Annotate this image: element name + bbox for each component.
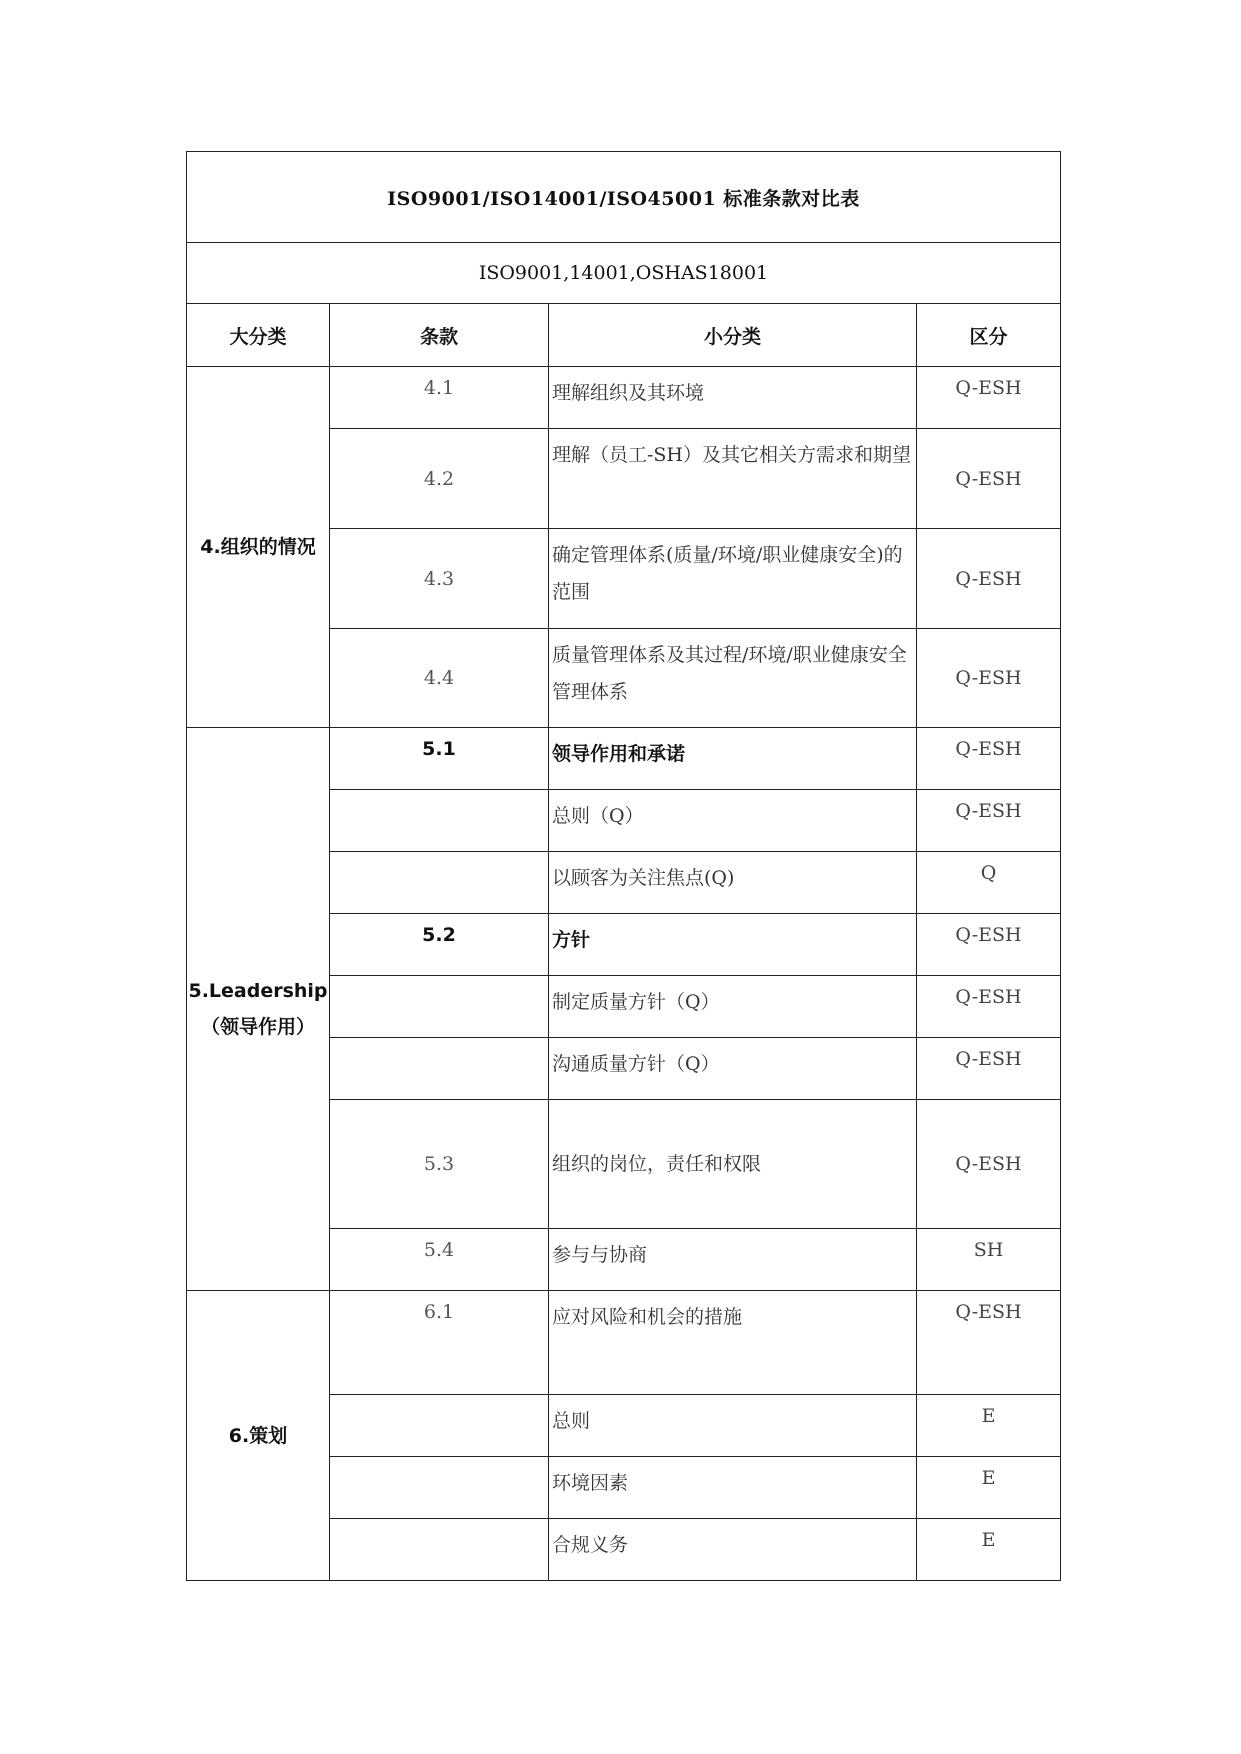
- subcategory-cell: 环境因素: [549, 1457, 917, 1519]
- category-label-sub: （领导作用）: [200, 1016, 315, 1038]
- subcategory-cell: 以顾客为关注焦点(Q): [549, 852, 917, 914]
- subcategory-cell: 理解组织及其环境: [549, 367, 917, 429]
- clause-cell: [330, 1395, 549, 1457]
- subcategory-cell: 沟通质量方针（Q）: [549, 1038, 917, 1100]
- clause-cell: 6.1: [330, 1291, 549, 1395]
- distinction-cell: Q: [917, 852, 1061, 914]
- subcategory-cell: 组织的岗位，责任和权限: [549, 1100, 917, 1229]
- clause-cell: 4.2: [330, 429, 549, 529]
- subcategory-cell: 领导作用和承诺: [549, 728, 917, 790]
- subcategory-cell: 应对风险和机会的措施: [549, 1291, 917, 1395]
- distinction-cell: Q-ESH: [917, 629, 1061, 728]
- category-cell-6: 6.策划: [187, 1291, 330, 1581]
- header-row: [187, 304, 1061, 367]
- subcategory-cell: 制定质量方针（Q）: [549, 976, 917, 1038]
- clause-cell: 5.3: [330, 1100, 549, 1229]
- distinction-cell: E: [917, 1457, 1061, 1519]
- distinction-cell: Q-ESH: [917, 914, 1061, 976]
- clause-cell: [330, 790, 549, 852]
- distinction-cell: Q-ESH: [917, 367, 1061, 429]
- subcategory-cell: 质量管理体系及其过程/环境/职业健康安全管理体系: [549, 629, 917, 728]
- table-row: [187, 728, 1061, 790]
- clause-cell: [330, 1519, 549, 1581]
- subcategory-cell: 总则: [549, 1395, 917, 1457]
- distinction-cell: Q-ESH: [917, 1291, 1061, 1395]
- category-cell-4: 4.组织的情况: [187, 367, 330, 728]
- clause-cell: 4.1: [330, 367, 549, 429]
- distinction-cell: SH: [917, 1229, 1061, 1291]
- clause-cell: 5.2: [330, 914, 549, 976]
- distinction-cell: E: [917, 1395, 1061, 1457]
- clause-cell: 4.4: [330, 629, 549, 728]
- clause-cell: [330, 1038, 549, 1100]
- subcategory-cell: 参与与协商: [549, 1229, 917, 1291]
- subcategory-cell: 合规义务: [549, 1519, 917, 1581]
- standards-subtitle: ISO9001,14001,OSHAS18001: [187, 243, 1061, 304]
- header-distinction: 区分: [917, 304, 1061, 367]
- distinction-cell: Q-ESH: [917, 529, 1061, 629]
- distinction-cell: Q-ESH: [917, 1038, 1061, 1100]
- header-subcategory: 小分类: [549, 304, 917, 367]
- table-row: [187, 1291, 1061, 1395]
- header-category: 大分类: [187, 304, 330, 367]
- clause-cell: 5.4: [330, 1229, 549, 1291]
- distinction-cell: Q-ESH: [917, 728, 1061, 790]
- distinction-cell: E: [917, 1519, 1061, 1581]
- header-clause: 条款: [330, 304, 549, 367]
- distinction-cell: Q-ESH: [917, 429, 1061, 529]
- category-label: 5.Leadership: [188, 980, 328, 1002]
- subcategory-cell: 理解（员工-SH）及其它相关方需求和期望: [549, 429, 917, 529]
- subcategory-cell: 确定管理体系(质量/环境/职业健康安全)的范围: [549, 529, 917, 629]
- distinction-cell: Q-ESH: [917, 790, 1061, 852]
- document-title: ISO9001/ISO14001/ISO45001 标准条款对比表: [187, 152, 1061, 243]
- clause-cell: 5.1: [330, 728, 549, 790]
- clause-cell: [330, 976, 549, 1038]
- clause-cell: 4.3: [330, 529, 549, 629]
- subcategory-cell: 方针: [549, 914, 917, 976]
- comparison-table: [186, 151, 1061, 1581]
- subcategory-cell: 总则（Q）: [549, 790, 917, 852]
- distinction-cell: Q-ESH: [917, 1100, 1061, 1229]
- clause-cell: [330, 852, 549, 914]
- clause-cell: [330, 1457, 549, 1519]
- distinction-cell: Q-ESH: [917, 976, 1061, 1038]
- category-cell-5: [187, 728, 330, 1291]
- table-row: [187, 367, 1061, 429]
